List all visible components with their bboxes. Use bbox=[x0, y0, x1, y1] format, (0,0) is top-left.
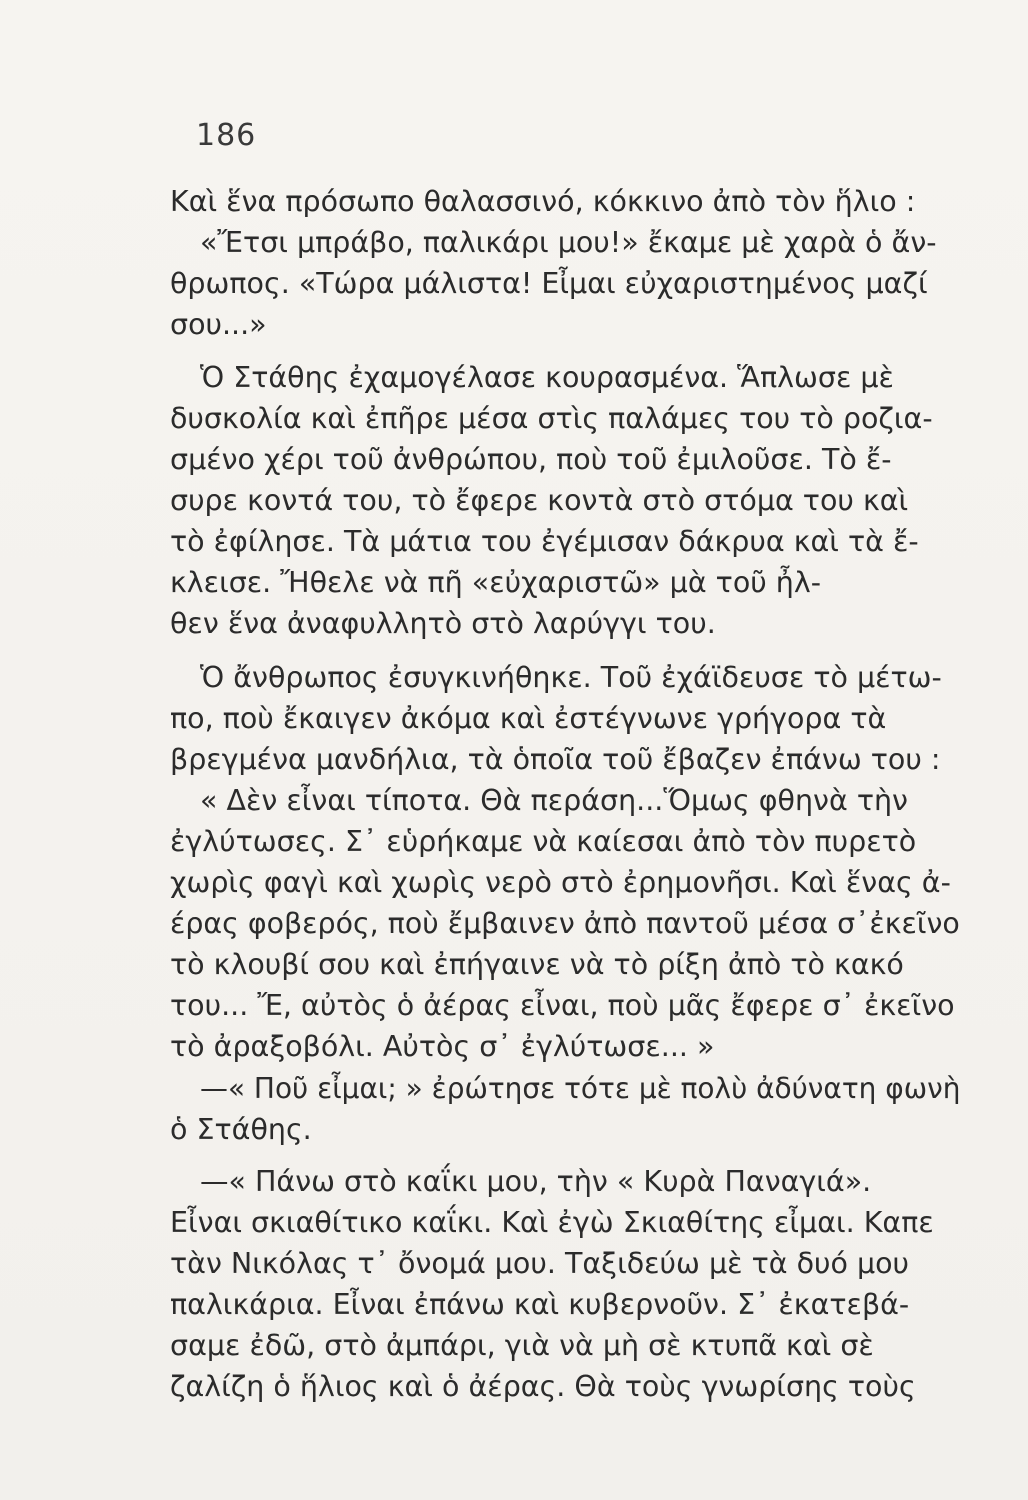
text-line: δυσκολία καὶ ἐπῆρε μέσα στὶς παλάμες του τὸ ροζια- bbox=[170, 402, 933, 435]
text-line: τὸ κλουβί σου καὶ ἐπήγαινε νὰ τὸ ρίξη ἀπὸ τὸ κακό bbox=[170, 948, 904, 981]
text-line: συρε κοντά του, τὸ ἔφερε κοντὰ στὸ στόμα του καὶ bbox=[170, 484, 909, 517]
text-line: ζαλίζη ὁ ἥλιος καὶ ὁ ἀέρας. Θὰ τοὺς γνωρίσης τοὺς bbox=[170, 1370, 916, 1403]
text-line: έρας φοβερός, ποὺ ἔμβαινεν ἀπὸ παντοῦ μέσα σ᾽ἐκεῖνο bbox=[170, 907, 960, 940]
text-line: «Ἔτσι μπράβο, παλικάρι μου!» ἔκαμε μὲ χαρὰ ὁ ἄν- bbox=[200, 226, 937, 259]
text-line: χωρὶς φαγὶ καὶ χωρὶς νερὸ στὸ ἐρημονῆσι. Καὶ ἕνας ἀ- bbox=[170, 866, 951, 899]
page-number: 186 bbox=[196, 118, 257, 153]
text-line: « Δὲν εἶναι τίποτα. Θὰ περάση...Ὅμως φθηνὰ τὴν bbox=[200, 784, 908, 817]
text-line: τὸ ἐφίλησε. Τὰ μάτια του ἐγέμισαν δάκρυα καὶ τὰ ἔ- bbox=[170, 525, 919, 558]
text-line: θεν ἕνα ἀναφυλλητὸ στὸ λαρύγγι του. bbox=[170, 607, 716, 640]
text-line: Εἶναι σκιαθίτικο καΐκι. Καὶ ἐγὼ Σκιαθίτης εἶμαι. Καπε bbox=[170, 1206, 934, 1239]
text-line: Καὶ ἕνα πρόσωπο θαλασσινό, κόκκινο ἀπὸ τὸν ἥλιο : bbox=[170, 185, 916, 218]
text-line: σου...» bbox=[170, 308, 267, 341]
text-line: σμένο χέρι τοῦ ἀνθρώπου, ποὺ τοῦ ἐμιλοῦσε. Τὸ ἔ- bbox=[170, 443, 892, 476]
text-line: Ὁ ἄνθρωπος ἐσυγκινήθηκε. Τοῦ ἐχάϊδευσε τὸ μέτω- bbox=[200, 661, 942, 694]
text-line: παλικάρια. Εἶναι ἐπάνω καὶ κυβερνοῦν. Σ᾽ ἐκατεβά- bbox=[170, 1288, 910, 1321]
text-line: —« Πάνω στὸ καΐκι μου, τὴν « Κυρὰ Παναγιά». bbox=[200, 1165, 872, 1198]
text-line: τὸ ἀραξοβόλι. Αὐτὸς σ᾽ ἐγλύτωσε... » bbox=[170, 1030, 715, 1063]
text-line: πο, ποὺ ἔκαιγεν ἀκόμα καὶ ἐστέγνωνε γρήγορα τὰ bbox=[170, 702, 887, 735]
text-line: βρεγμένα μανδήλια, τὰ ὁποῖα τοῦ ἔβαζεν ἐπάνω του : bbox=[170, 743, 941, 776]
text-line: κλεισε. Ἤθελε νὰ πῆ «εὐχαριστῶ» μὰ τοῦ ἦλ- bbox=[170, 566, 822, 599]
text-line: —« Ποῦ εἶμαι; » ἐρώτησε τότε μὲ πολὺ ἀδύνατη φωνὴ bbox=[200, 1072, 961, 1105]
text-line: σαμε ἐδῶ, στὸ ἀμπάρι, γιὰ νὰ μὴ σὲ κτυπᾶ καὶ σὲ bbox=[170, 1329, 874, 1362]
text-line: θρωπος. «Τώρα μάλιστα! Εἶμαι εὐχαριστημένος μαζί bbox=[170, 267, 928, 300]
text-line: ὁ Στάθης. bbox=[170, 1113, 312, 1146]
text-line: τὰν Νικόλας τ᾽ ὄνομά μου. Ταξιδεύω μὲ τὰ δυό μου bbox=[170, 1247, 910, 1280]
text-line: Ὁ Στάθης ἐχαμογέλασε κουρασμένα. Ἅπλωσε μὲ bbox=[200, 361, 894, 394]
text-line: του... Ἔ, αὐτὸς ὁ ἀέρας εἶναι, ποὺ μᾶς ἔφερε σ᾽ ἐκεῖνο bbox=[170, 989, 955, 1022]
text-line: ἐγλύτωσες. Σ᾽ εὑρήκαμε νὰ καίεσαι ἀπὸ τὸν πυρετὸ bbox=[170, 825, 917, 858]
